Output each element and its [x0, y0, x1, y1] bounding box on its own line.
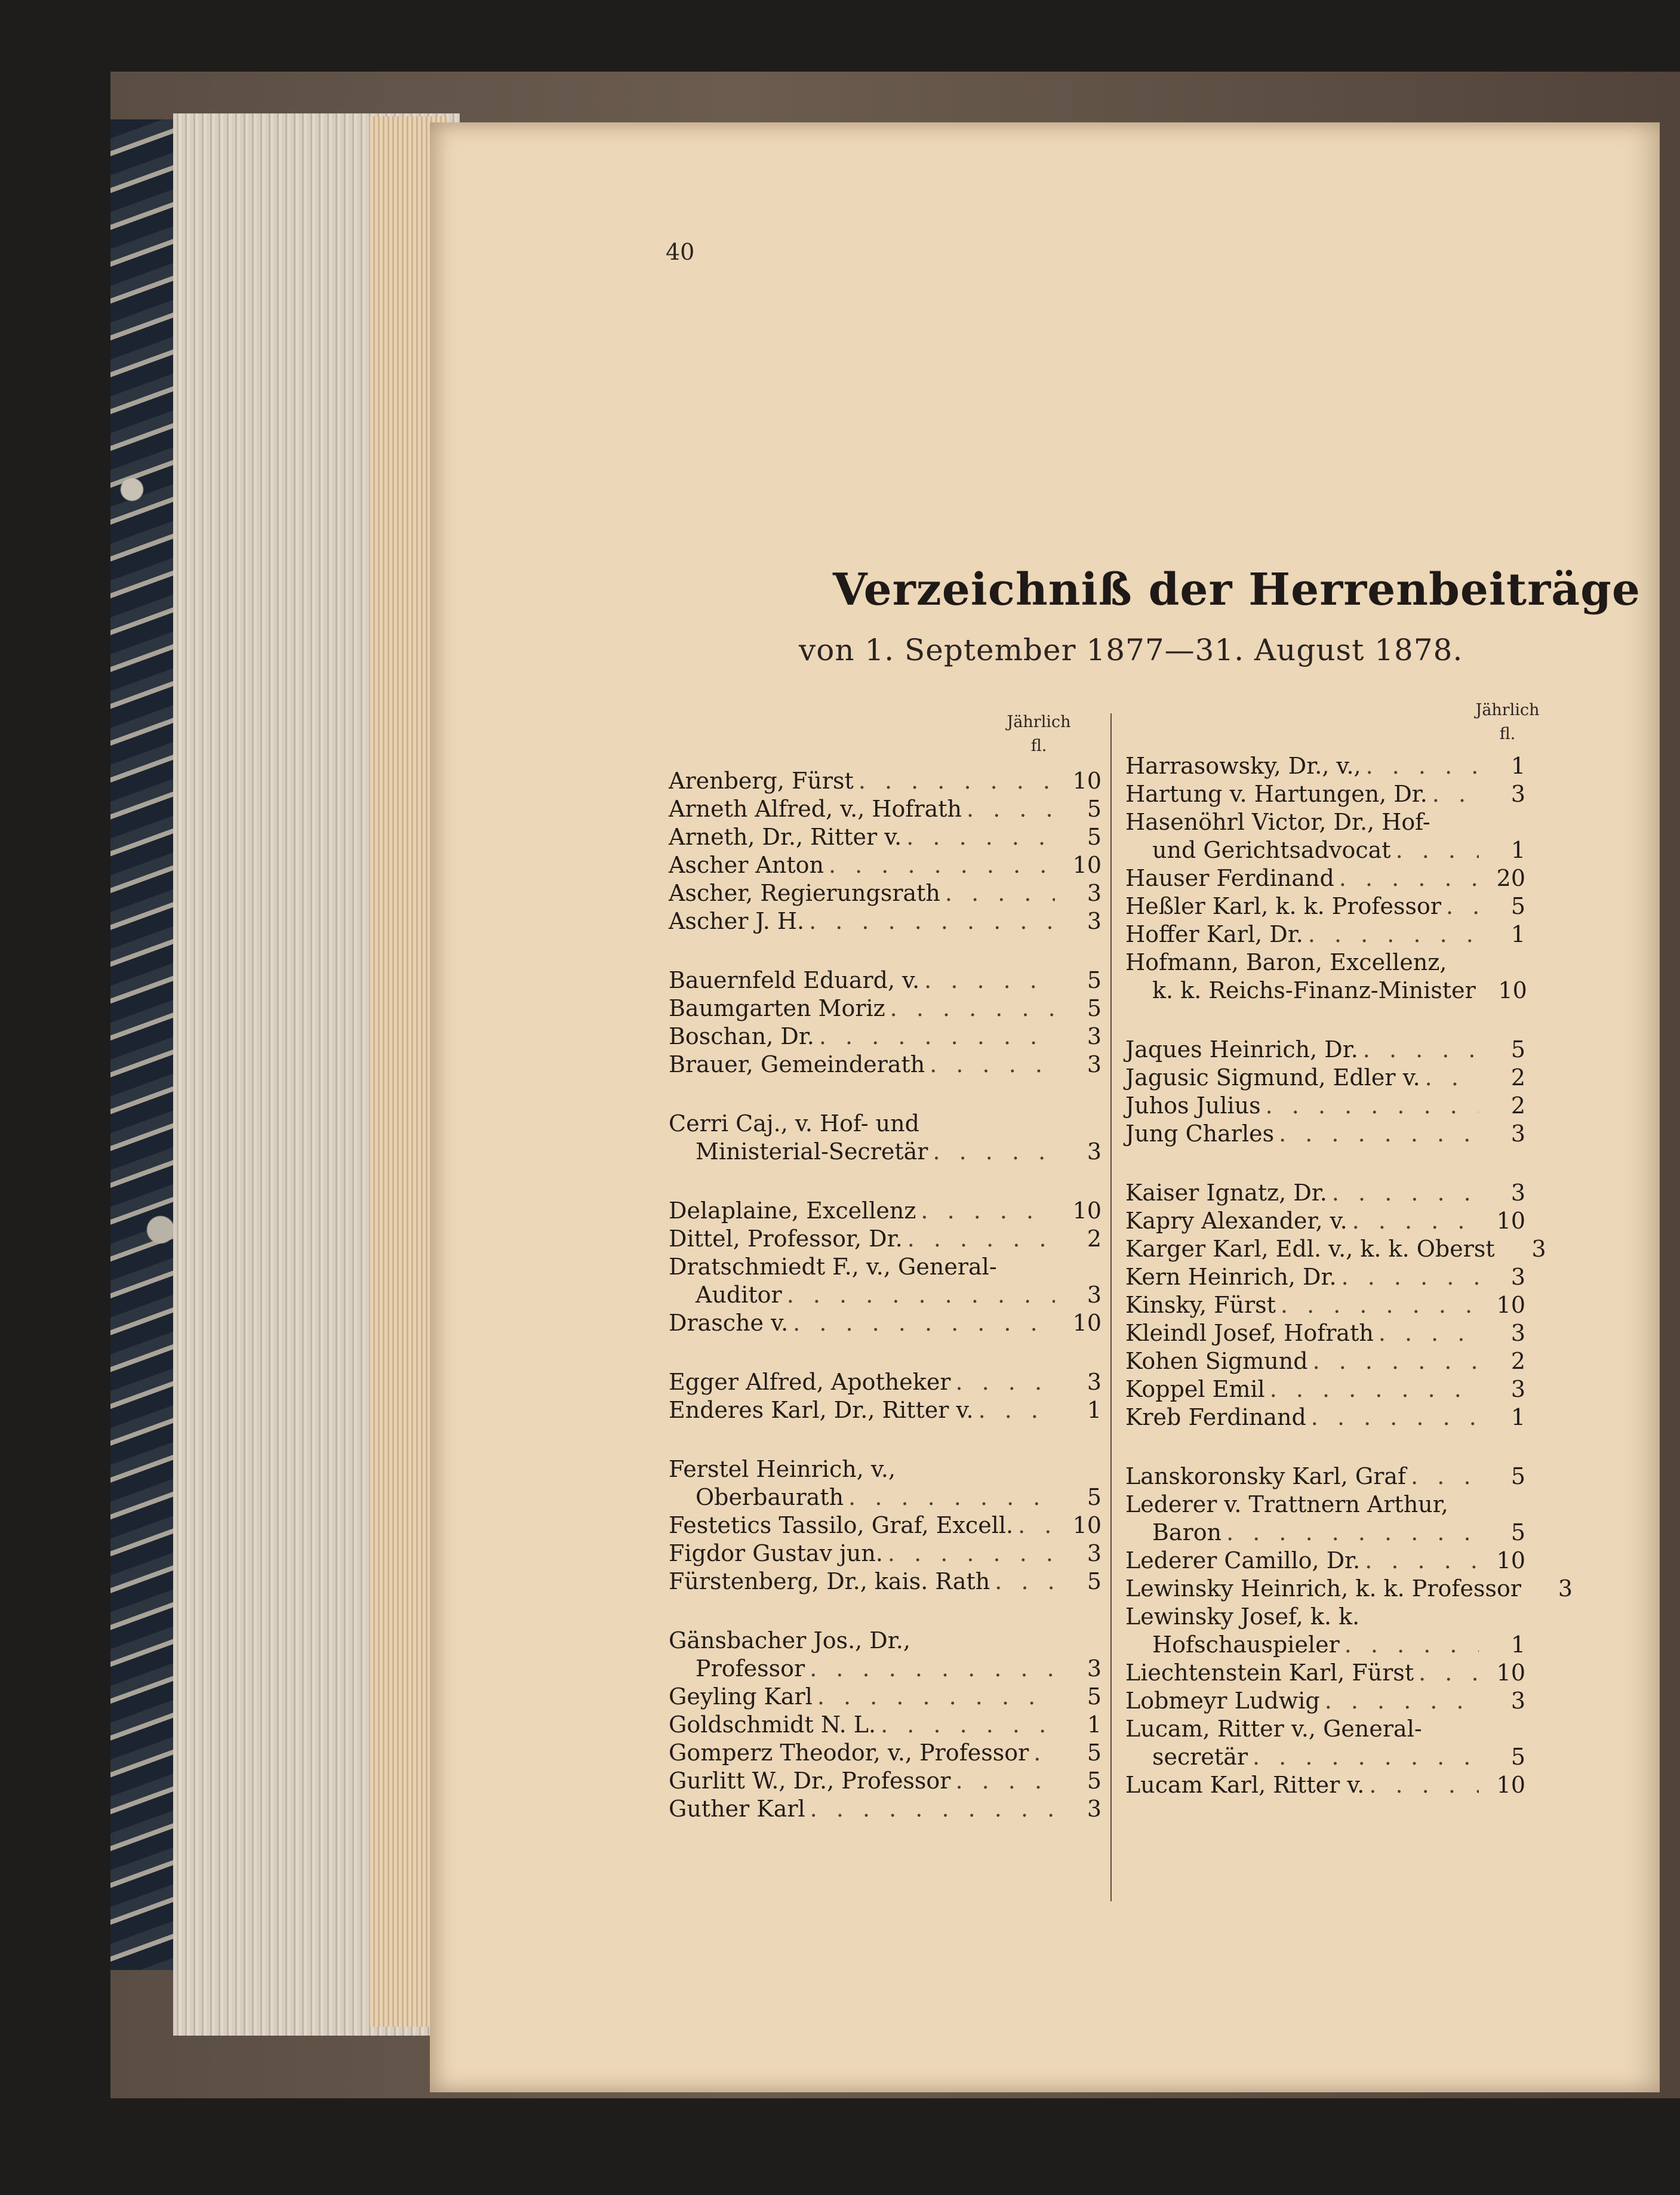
- contributor-name: Egger Alfred, Apotheker: [669, 1369, 951, 1395]
- list-item: [669, 1540, 1101, 1568]
- amount: 3: [1087, 1369, 1101, 1395]
- list-item: [669, 966, 1101, 995]
- amount: 1: [1510, 753, 1525, 779]
- leader-dots: [888, 1540, 1055, 1568]
- leader-dots: [979, 1396, 1055, 1424]
- amount: 3: [1510, 781, 1525, 807]
- amount: 2: [1510, 1064, 1525, 1091]
- leader-dots: [1446, 892, 1479, 921]
- list-item: [669, 1795, 1101, 1823]
- amount: 1: [1087, 1397, 1101, 1423]
- amount: 1: [1510, 1631, 1525, 1658]
- amount: 5: [1087, 796, 1101, 822]
- list-item: [1125, 1659, 1525, 1687]
- leader-dots: [1352, 1207, 1479, 1235]
- contributor-name: Boschan, Dr.: [669, 1023, 814, 1049]
- contributor-name: Ferstel Heinrich, v.,: [669, 1456, 896, 1482]
- leader-dots: [1279, 1120, 1479, 1148]
- section-gap: [1125, 1431, 1525, 1463]
- contributor-name: Brauer, Gemeinderath: [669, 1051, 925, 1078]
- leader-dots: [906, 823, 1055, 851]
- contributor-name: Ministerial-Secretär: [696, 1138, 928, 1165]
- contributor-name: Liechtenstein Karl, Fürst: [1125, 1660, 1414, 1686]
- contributor-name: Kohen Sigmund: [1125, 1348, 1308, 1374]
- amount: 3: [1087, 1796, 1101, 1822]
- amount: 5: [1510, 893, 1525, 919]
- list-item: [1125, 1036, 1525, 1064]
- amount: 3: [1531, 1236, 1546, 1262]
- amount: 10: [1496, 1208, 1525, 1234]
- leader-dots: [819, 1023, 1055, 1051]
- list-item: [1125, 1519, 1525, 1547]
- contributor-name: Kleindl Josef, Hofrath: [1125, 1320, 1374, 1346]
- contributor-name: Heßler Karl, k. k. Professor: [1125, 893, 1441, 919]
- leader-dots: [955, 1368, 1055, 1396]
- leader-dots: [1366, 752, 1479, 780]
- list-item: [669, 767, 1101, 795]
- amount: 1: [1510, 921, 1525, 947]
- contributor-name: Fürstenberg, Dr., kais. Rath: [669, 1568, 990, 1594]
- contributor-name: Delaplaine, Excellenz: [669, 1197, 916, 1224]
- amount: 1: [1510, 1404, 1525, 1430]
- amount: 2: [1087, 1226, 1101, 1252]
- list-item: [669, 995, 1101, 1023]
- leader-dots: [1396, 836, 1479, 864]
- list-item: [1125, 921, 1525, 949]
- contributor-name: Hofmann, Baron, Excellenz,: [1125, 949, 1447, 975]
- contributor-name: Hoffer Karl, Dr.: [1125, 921, 1303, 947]
- amount: 5: [1087, 1568, 1101, 1594]
- list-item: [669, 1197, 1101, 1225]
- amount: 2: [1510, 1092, 1525, 1119]
- leader-dots: [1311, 1403, 1479, 1431]
- amount: 2: [1510, 1348, 1525, 1374]
- list-item: [1125, 1631, 1525, 1659]
- amount: 10: [1072, 1197, 1101, 1224]
- page-subtitle: von 1. September 1877—31. August 1878.: [799, 633, 1463, 667]
- list-item: [669, 1655, 1101, 1683]
- amount: 3: [1510, 1180, 1525, 1206]
- contributor-name: Kreb Ferdinand: [1125, 1404, 1306, 1430]
- contributor-name: Gänsbacher Jos., Dr.,: [669, 1627, 910, 1654]
- list-item: [669, 1051, 1101, 1079]
- list-item: [1125, 1092, 1525, 1120]
- amount: 10: [1072, 768, 1101, 794]
- list-item: [1125, 1319, 1525, 1347]
- left-column-list: [669, 767, 1101, 1823]
- contributor-name: Bauernfeld Eduard, v.: [669, 967, 920, 993]
- left-header-line1: Jährlich: [1007, 713, 1071, 731]
- contributor-name: Baumgarten Moriz: [669, 995, 885, 1021]
- leader-dots: [829, 851, 1055, 879]
- list-item: [1125, 949, 1525, 977]
- list-item: [1125, 1603, 1525, 1631]
- leader-dots: [817, 1683, 1055, 1711]
- contributor-name: Kaiser Ignatz, Dr.: [1125, 1180, 1327, 1206]
- right-column-header: [1460, 698, 1555, 746]
- page-title: Verzeichniß der Herrenbeiträge: [833, 564, 1641, 615]
- list-item: [669, 907, 1101, 935]
- contributor-name: Lucam Karl, Ritter v.: [1125, 1772, 1365, 1798]
- leader-dots: [933, 1138, 1055, 1166]
- leader-dots: [924, 966, 1055, 995]
- amount: 3: [1510, 1320, 1525, 1346]
- contributor-name: Gomperz Theodor, v., Professor: [669, 1740, 1029, 1766]
- leader-dots: [1379, 1319, 1479, 1347]
- leader-dots: [967, 795, 1055, 823]
- section-gap: [1125, 1148, 1525, 1179]
- right-header-line2: fl.: [1499, 725, 1516, 743]
- contributor-name: Gurlitt W., Dr., Professor: [669, 1768, 951, 1794]
- amount: 5: [1087, 1683, 1101, 1710]
- list-item: [669, 1110, 1101, 1138]
- marbled-endpaper: [110, 119, 182, 1970]
- section-gap: [669, 1166, 1101, 1197]
- section-gap: [669, 1337, 1101, 1368]
- amount: 3: [1510, 1376, 1525, 1402]
- amount: 3: [1087, 1655, 1101, 1682]
- contributor-name: Jagusic Sigmund, Edler v.: [1125, 1064, 1420, 1091]
- leader-dots: [945, 879, 1055, 907]
- contributor-name: Kinsky, Fürst: [1125, 1292, 1276, 1318]
- leader-dots: [1341, 1263, 1479, 1291]
- list-item: [1125, 1771, 1525, 1799]
- list-item: [669, 795, 1101, 823]
- leader-dots: [1270, 1375, 1479, 1403]
- list-item: [669, 1711, 1101, 1739]
- list-item: [1125, 1064, 1525, 1092]
- amount: 3: [1510, 1264, 1525, 1290]
- leader-dots: [881, 1711, 1055, 1739]
- amount: 3: [1087, 1282, 1101, 1308]
- leader-dots: [1325, 1687, 1479, 1715]
- contributor-name: Hofschauspieler: [1152, 1631, 1340, 1658]
- amount: 10: [1496, 1660, 1525, 1686]
- amount: 3: [1087, 908, 1101, 934]
- leader-dots: [955, 1767, 1055, 1795]
- list-item: [1125, 892, 1525, 921]
- list-item: [1125, 1291, 1525, 1319]
- leader-dots: [1018, 1511, 1055, 1540]
- section-gap: [669, 935, 1101, 966]
- leader-dots: [1281, 1291, 1479, 1319]
- contributor-name: Arenberg, Fürst: [669, 768, 854, 794]
- leader-dots: [995, 1568, 1055, 1596]
- list-item: [669, 1396, 1101, 1424]
- contributor-name: Oberbaurath: [696, 1484, 844, 1510]
- list-item: [669, 1253, 1101, 1281]
- list-item: [669, 823, 1101, 851]
- amount: 10: [1072, 1512, 1101, 1538]
- contributor-name: secretär: [1152, 1744, 1248, 1770]
- contributor-name: Auditor: [696, 1282, 782, 1308]
- contributor-name: Hasenöhrl Victor, Dr., Hof-: [1125, 809, 1430, 835]
- list-item: [669, 851, 1101, 879]
- leader-dots: [930, 1051, 1055, 1079]
- list-item: [669, 879, 1101, 907]
- leader-dots: [1332, 1179, 1479, 1207]
- list-item: [669, 1683, 1101, 1711]
- list-item: [1125, 864, 1525, 892]
- contributor-name: Dratschmiedt F., v., General-: [669, 1254, 997, 1280]
- list-item: [1125, 1235, 1546, 1263]
- amount: 5: [1087, 967, 1101, 993]
- list-item: [1125, 1403, 1525, 1431]
- section-gap: [1125, 1005, 1525, 1036]
- amount: 10: [1496, 1292, 1525, 1318]
- contributor-name: Lederer Camillo, Dr.: [1125, 1547, 1361, 1574]
- contributor-name: Arneth, Dr., Ritter v.: [669, 824, 902, 850]
- amount: 5: [1510, 1463, 1525, 1489]
- list-item: [669, 1225, 1101, 1253]
- contributor-name: Lederer v. Trattnern Arthur,: [1125, 1491, 1448, 1517]
- leader-dots: [859, 767, 1055, 795]
- leader-dots: [787, 1281, 1055, 1309]
- amount: 1: [1510, 837, 1525, 863]
- list-item: [1125, 836, 1525, 864]
- list-item: [1125, 1347, 1525, 1375]
- leader-dots: [793, 1309, 1055, 1337]
- amount: 20: [1496, 865, 1525, 891]
- amount: 5: [1087, 1484, 1101, 1510]
- leader-dots: [1313, 1347, 1479, 1375]
- contributor-name: Lanskoronsky Karl, Graf: [1125, 1463, 1407, 1489]
- contributor-name: Guther Karl: [669, 1796, 805, 1822]
- leader-dots: [1369, 1771, 1479, 1799]
- amount: 5: [1510, 1744, 1525, 1770]
- leader-dots: [848, 1483, 1055, 1511]
- list-item: [669, 1281, 1101, 1309]
- contributor-name: Koppel Emil: [1125, 1376, 1265, 1402]
- list-item: [1125, 1463, 1525, 1491]
- contributor-name: Harrasowsky, Dr., v.,: [1125, 753, 1361, 779]
- amount: 3: [1558, 1575, 1573, 1602]
- contributor-name: Cerri Caj., v. Hof- und: [669, 1110, 919, 1137]
- section-gap: [669, 1079, 1101, 1110]
- leader-dots: [890, 995, 1055, 1023]
- page-number: 40: [666, 239, 695, 265]
- section-gap: [669, 1424, 1101, 1455]
- list-item: [669, 1511, 1101, 1540]
- left-column-header: [991, 710, 1087, 758]
- contributor-name: Hartung v. Hartungen, Dr.: [1125, 781, 1427, 807]
- contributor-name: Figdor Gustav jun.: [669, 1540, 883, 1566]
- contributor-name: Hauser Ferdinand: [1125, 865, 1334, 891]
- amount: 5: [1087, 1740, 1101, 1766]
- list-item: [1125, 1179, 1525, 1207]
- list-item: [1125, 1687, 1525, 1715]
- list-item: [1125, 1743, 1525, 1771]
- contributor-name: Dittel, Professor, Dr.: [669, 1226, 903, 1252]
- contributor-name: Lewinsky Josef, k. k.: [1125, 1603, 1360, 1630]
- amount: 10: [1496, 1772, 1525, 1798]
- leader-dots: [1033, 1739, 1055, 1767]
- leader-dots: [1226, 1519, 1479, 1547]
- list-item: [1125, 752, 1525, 780]
- list-item: [669, 1455, 1101, 1483]
- amount: 3: [1510, 1120, 1525, 1147]
- leader-dots: [1419, 1659, 1479, 1687]
- list-item: [669, 1767, 1101, 1795]
- amount: 3: [1087, 1051, 1101, 1078]
- contributor-name: und Gerichtsadvocat: [1152, 837, 1391, 863]
- amount: 1: [1087, 1711, 1101, 1738]
- leader-dots: [1363, 1036, 1479, 1064]
- list-item: [1125, 1375, 1525, 1403]
- contributor-name: Ascher, Regierungsrath: [669, 880, 940, 906]
- contributor-name: Arneth Alfred, v., Hofrath: [669, 796, 962, 822]
- amount: 3: [1087, 880, 1101, 906]
- contributor-name: Lucam, Ritter v., General-: [1125, 1716, 1422, 1742]
- contributor-name: Ascher J. H.: [669, 908, 805, 934]
- list-item: [669, 1739, 1101, 1767]
- left-header-line2: fl.: [1030, 737, 1047, 755]
- amount: 3: [1087, 1023, 1101, 1049]
- contributor-name: Baron: [1152, 1519, 1222, 1546]
- contributor-name: Lobmeyr Ludwig: [1125, 1688, 1320, 1714]
- list-item: [1125, 780, 1525, 808]
- amount: 5: [1087, 1768, 1101, 1794]
- contributor-name: Enderes Karl, Dr., Ritter v.: [669, 1397, 974, 1423]
- leader-dots: [1425, 1064, 1479, 1092]
- contributor-name: Festetics Tassilo, Graf, Excell.: [669, 1512, 1014, 1538]
- amount: 5: [1510, 1036, 1525, 1063]
- list-item: [1125, 1575, 1573, 1603]
- list-item: [1125, 1263, 1525, 1291]
- list-item: [669, 1023, 1101, 1051]
- list-item: [669, 1568, 1101, 1596]
- contributor-name: Kapry Alexander, v.: [1125, 1208, 1347, 1234]
- leader-dots: [907, 1225, 1055, 1253]
- amount: 10: [1072, 1310, 1101, 1336]
- list-item: [1125, 808, 1525, 836]
- contributor-name: Jung Charles: [1125, 1120, 1275, 1147]
- leader-dots: [810, 1795, 1055, 1823]
- list-item: [669, 1483, 1101, 1511]
- contributor-name: Juhos Julius: [1125, 1092, 1261, 1119]
- contributor-name: Lewinsky Heinrich, k. k. Professor: [1125, 1575, 1522, 1602]
- list-item: [1125, 1120, 1525, 1148]
- leader-dots: [810, 1655, 1055, 1683]
- contributor-name: Geyling Karl: [669, 1683, 813, 1710]
- leader-dots: [921, 1197, 1055, 1225]
- leader-dots: [1365, 1547, 1479, 1575]
- leader-dots: [1411, 1463, 1479, 1491]
- column-divider: [1110, 713, 1112, 1901]
- right-header-line1: Jährlich: [1475, 701, 1540, 719]
- amount: 10: [1498, 977, 1527, 1003]
- section-gap: [669, 1596, 1101, 1627]
- contributor-name: Jaques Heinrich, Dr.: [1125, 1036, 1358, 1063]
- contributor-name: Professor: [696, 1655, 805, 1682]
- amount: 3: [1510, 1688, 1525, 1714]
- list-item: [1125, 1491, 1525, 1519]
- list-item: [669, 1309, 1101, 1337]
- leader-dots: [1339, 864, 1479, 892]
- contributor-name: Ascher Anton: [669, 852, 824, 878]
- amount: 5: [1510, 1519, 1525, 1546]
- list-item: [1125, 1715, 1525, 1743]
- leader-dots: [1344, 1631, 1479, 1659]
- list-item: [1125, 1547, 1525, 1575]
- list-item: [669, 1627, 1101, 1655]
- contributor-name: Drasche v.: [669, 1310, 789, 1336]
- right-column-list: [1125, 752, 1573, 1799]
- amount: 3: [1087, 1138, 1101, 1165]
- leader-dots: [1432, 780, 1479, 808]
- list-item: [669, 1368, 1101, 1396]
- contributor-name: Goldschmidt N. L.: [669, 1711, 876, 1738]
- leader-dots: [1266, 1092, 1479, 1120]
- amount: 5: [1087, 824, 1101, 850]
- leader-dots: [809, 907, 1055, 935]
- amount: 5: [1087, 995, 1101, 1021]
- amount: 10: [1072, 852, 1101, 878]
- amount: 10: [1496, 1547, 1525, 1574]
- leader-dots: [1308, 921, 1479, 949]
- contributor-name: k. k. Reichs-Finanz-Minister: [1152, 977, 1476, 1003]
- list-item: [669, 1138, 1101, 1166]
- contributor-name: Karger Karl, Edl. v., k. k. Oberst: [1125, 1236, 1495, 1262]
- list-item: [1125, 1207, 1525, 1235]
- list-item: [1125, 977, 1525, 1005]
- contributor-name: Kern Heinrich, Dr.: [1125, 1264, 1337, 1290]
- amount: 3: [1087, 1540, 1101, 1566]
- leader-dots: [1253, 1743, 1479, 1771]
